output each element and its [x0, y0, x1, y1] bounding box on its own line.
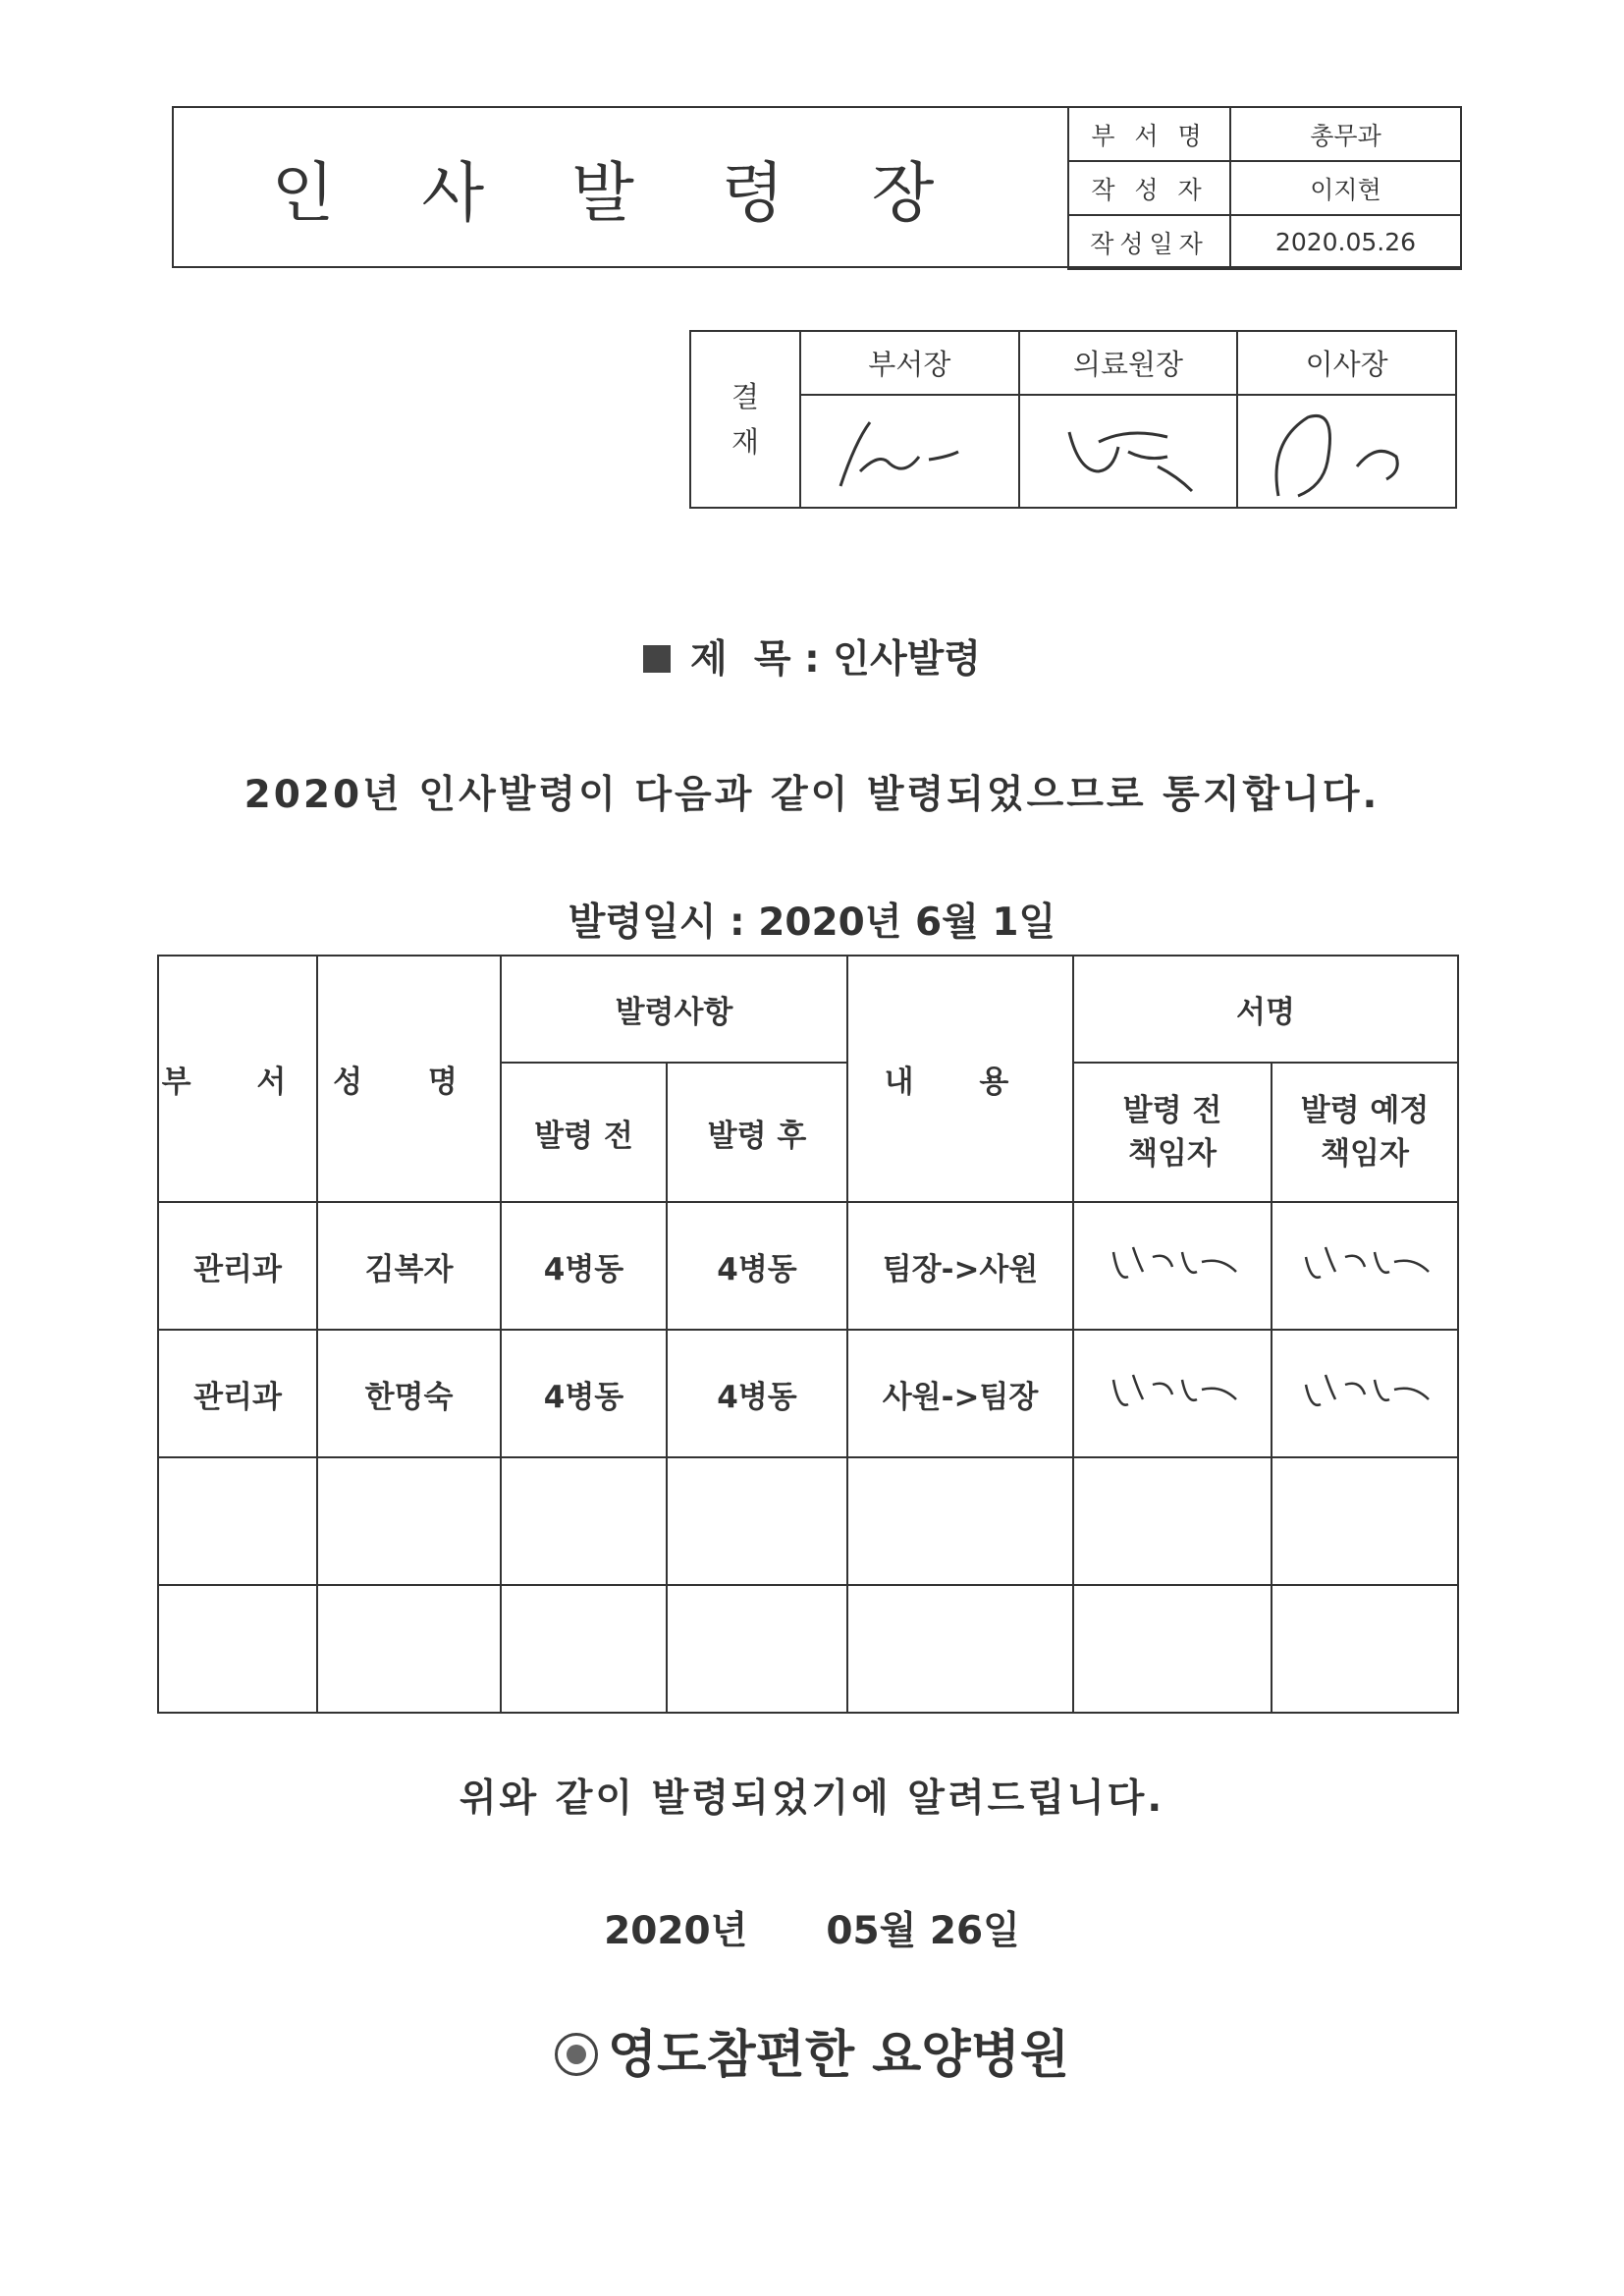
- cell-dept: 관리과: [158, 1330, 317, 1457]
- col-header-after: 발령 후: [667, 1063, 847, 1202]
- cell-after: 4병동: [667, 1202, 847, 1330]
- signature-chairman: [1237, 395, 1456, 508]
- cell-content: 사원->팀장: [847, 1330, 1073, 1457]
- closing-text: 위와 같이 발령되었기에 알려드립니다.: [459, 1777, 1165, 1821]
- meta-table: [1067, 106, 1462, 270]
- handwritten-signature-icon: [1291, 1360, 1438, 1419]
- approval-role-chairman: 이사장: [1237, 331, 1456, 395]
- meta-value-date: 2020.05.26: [1230, 215, 1461, 269]
- cell-sig-after: [1272, 1330, 1458, 1457]
- hospital-logo-icon: [555, 2033, 598, 2076]
- document-date: [0, 1900, 1624, 1955]
- cell-dept: 관리과: [158, 1202, 317, 1330]
- col-header-sig-after: 발령 예정 책임자: [1272, 1063, 1458, 1202]
- notice-body: 2020년 인사발령이 다음과 같이 발령되었으므로 통지합니다.: [244, 773, 1380, 817]
- col-header-matters: 발령사항: [501, 956, 847, 1063]
- signature-dept-head: [800, 395, 1019, 508]
- meta-value-dept: 총무과: [1230, 107, 1461, 161]
- approval-box: [689, 330, 1457, 509]
- cell-sig-after: [1272, 1202, 1458, 1330]
- table-row-empty: [158, 1585, 1458, 1713]
- approval-role-dept-head: 부서장: [800, 331, 1019, 395]
- col-header-signature: 서명: [1073, 956, 1458, 1063]
- date-year: 2020년: [604, 1909, 748, 1953]
- meta-value-author: 이지현: [1230, 161, 1461, 215]
- cell-content: 팀장->사원: [847, 1202, 1073, 1330]
- approval-role-director: 의료원장: [1019, 331, 1238, 395]
- document-title: 인 사 발 령 장: [271, 155, 968, 231]
- cell-sig-before: [1073, 1202, 1272, 1330]
- handwritten-signature-icon: [1291, 1232, 1438, 1291]
- col-header-name: 성 명: [317, 956, 501, 1202]
- table-row-empty: [158, 1457, 1458, 1585]
- cell-before: 4병동: [501, 1202, 667, 1330]
- table-row: [158, 1330, 1458, 1457]
- col-header-sig-before: 발령 전 책임자: [1073, 1063, 1272, 1202]
- issue-date: 발령일시 : 2020년 6월 1일: [568, 901, 1056, 945]
- date-month-day: 05월 26일: [826, 1909, 1020, 1953]
- cell-before: 4병동: [501, 1330, 667, 1457]
- organization-name: 영도참편한 요양병원: [0, 2013, 1624, 2087]
- approval-label: 결 재: [690, 331, 800, 508]
- handwritten-signature-icon: [1099, 1232, 1246, 1291]
- signature-dept-head-icon: [811, 403, 1007, 501]
- meta-label-author: 작 성 자: [1068, 161, 1230, 215]
- subject-line: [0, 629, 1624, 683]
- col-header-before: 발령 전: [501, 1063, 667, 1202]
- meta-label-date: 작성일자: [1068, 215, 1230, 269]
- col-header-dept: 부 서: [158, 956, 317, 1202]
- cell-after: 4병동: [667, 1330, 847, 1457]
- table-row: [158, 1202, 1458, 1330]
- signature-director: [1019, 395, 1238, 508]
- handwritten-signature-icon: [1099, 1360, 1246, 1419]
- cell-name: 김복자: [317, 1202, 501, 1330]
- appointment-table: [157, 955, 1459, 1714]
- col-header-content: 내 용: [847, 956, 1073, 1202]
- cell-sig-before: [1073, 1330, 1272, 1457]
- square-bullet-icon: [643, 645, 671, 673]
- signature-director-icon: [1030, 403, 1226, 501]
- meta-label-dept: 부 서 명: [1068, 107, 1230, 161]
- subject-text: 제 목 : 인사발령: [690, 637, 981, 682]
- cell-name: 한명숙: [317, 1330, 501, 1457]
- signature-chairman-icon: [1249, 403, 1445, 501]
